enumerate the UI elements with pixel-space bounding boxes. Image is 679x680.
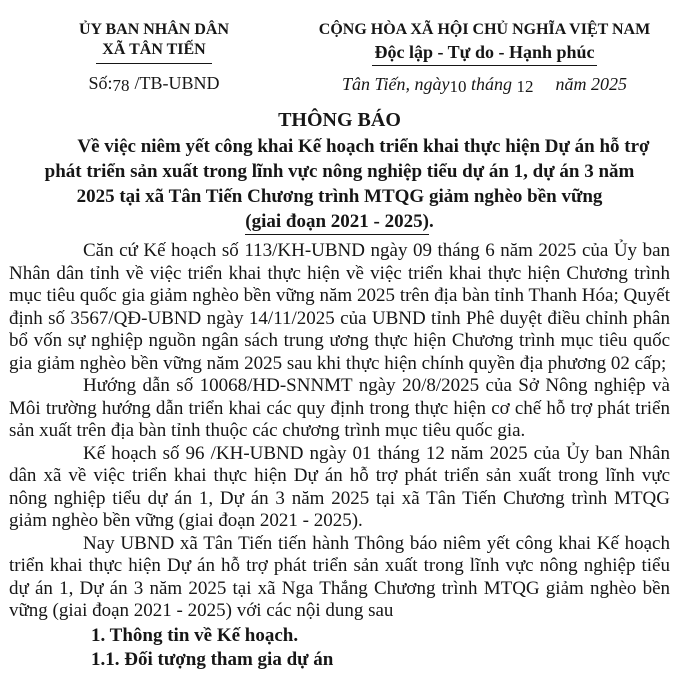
- issuing-authority-block: [9, 20, 299, 94]
- section-heading-1: 1. Thông tin về Kế hoạch.: [91, 624, 299, 646]
- date-mid: tháng: [471, 74, 513, 94]
- document-subtitle: [9, 134, 670, 234]
- paragraph-legal-basis-2: Hướng dẫn số 10068/HD-SNNMT ngày 20/8/2025 của Sở Nông nghiệp và Môi trường hướng dẫn triển khai các quy định trong thực hiện cơ chế hỗ trợ phát triển sản xuất trên địa bàn tỉnh thuộc các chương trình mục tiêu quốc gia.: [9, 375, 670, 441]
- document-number-label: Số:: [88, 73, 113, 93]
- document-number-value: 78: [112, 76, 130, 95]
- section-heading-1-1: 1.1. Đối tượng tham gia dự án: [91, 648, 334, 670]
- subtitle-line-3: 2025 tại xã Tân Tiến Chương trình MTQG giảm nghèo bền vững: [76, 186, 603, 207]
- paragraph-announcement: Nay UBND xã Tân Tiến tiến hành Thông báo niêm yết công khai Kế hoạch triển khai thực hiện Dự án hỗ trợ phát triển sản xuất trong lĩnh vực nông nghiệp tiểu dự án 1, Dự án 3 năm 2025 tại xã Nga Thắng Chương trình MTQG giảm nghèo bền vững (giai đoạn 2021 - 2025) với các nội dung sau: [9, 532, 670, 621]
- paragraph-legal-basis-1: Căn cứ Kế hoạch số 113/KH-UBND ngày 09 tháng 6 năm 2025 của Ủy ban Nhân dân tỉnh về việc triển khai thực hiện về việc triển khai thực hiện Chương trình mục tiêu quốc gia giảm nghèo bền vững năm 2025 trên địa bàn tỉnh Thanh Hóa; Quyết định số 3567/QĐ-UBND ngày 14/11/2025 của UBND tỉnh Phê duyệt điều chỉnh phân bổ vốn sự nghiệp nguồn ngân sách trung ương thực hiện Chương trình mục tiêu quốc gia giảm nghèo bền vững năm 2025 sau khi thực hiện chính quyền địa phương 02 cấp;: [9, 240, 670, 374]
- subtitle-line-4: [9, 209, 670, 234]
- date-month: 12: [516, 77, 534, 96]
- issuing-authority-unit: XÃ TÂN TIẾN: [96, 40, 211, 64]
- subtitle-period-tail: .: [428, 211, 434, 232]
- date-year: năm 2025: [555, 74, 628, 94]
- subtitle-period-underlined: (giai đoạn 2021 - 2025): [245, 211, 429, 235]
- issuing-authority-name: ỦY BAN NHÂN DÂN: [78, 21, 230, 38]
- document-header: [9, 20, 670, 95]
- national-motto-wrap: [299, 41, 670, 66]
- paragraph-legal-basis-3: Kế hoạch số 96 /KH-UBND ngày 01 tháng 12 năm 2025 của Ủy ban Nhân dân xã về việc triển khai thực hiện Dự án hỗ trợ phát triển sản xuất trong lĩnh vực nông nghiệp tiểu dự án 1, Dự án 3 năm 2025 tại xã Tân Tiến Chương trình MTQG giảm nghèo bền vững (giai đoạn 2021 - 2025).: [9, 442, 670, 531]
- document-body: [9, 240, 670, 671]
- place-date-line: [299, 74, 670, 95]
- date-prefix: Tân Tiến, ngày: [341, 74, 450, 94]
- subtitle-line-1: Về việc niêm yết công khai Kế hoạch triển khai thực hiện Dự án hỗ trợ: [77, 136, 650, 157]
- national-motto: Độc lập - Tự do - Hạnh phúc: [372, 41, 596, 66]
- subtitle-line-2: phát triển sản xuất trong lĩnh vực nông nghiệp tiểu dự án 1, dự án 3 năm: [44, 161, 635, 182]
- national-title: CỘNG HÒA XÃ HỘI CHỦ NGHĨA VIỆT NAM: [318, 21, 651, 38]
- date-day: 10: [449, 77, 467, 96]
- document-number: [9, 73, 299, 94]
- national-motto-block: [299, 20, 670, 95]
- document-title: THÔNG BÁO: [278, 109, 401, 131]
- issuing-authority-unit-wrap: [9, 40, 299, 64]
- document-number-suffix: /TB-UBND: [134, 73, 220, 93]
